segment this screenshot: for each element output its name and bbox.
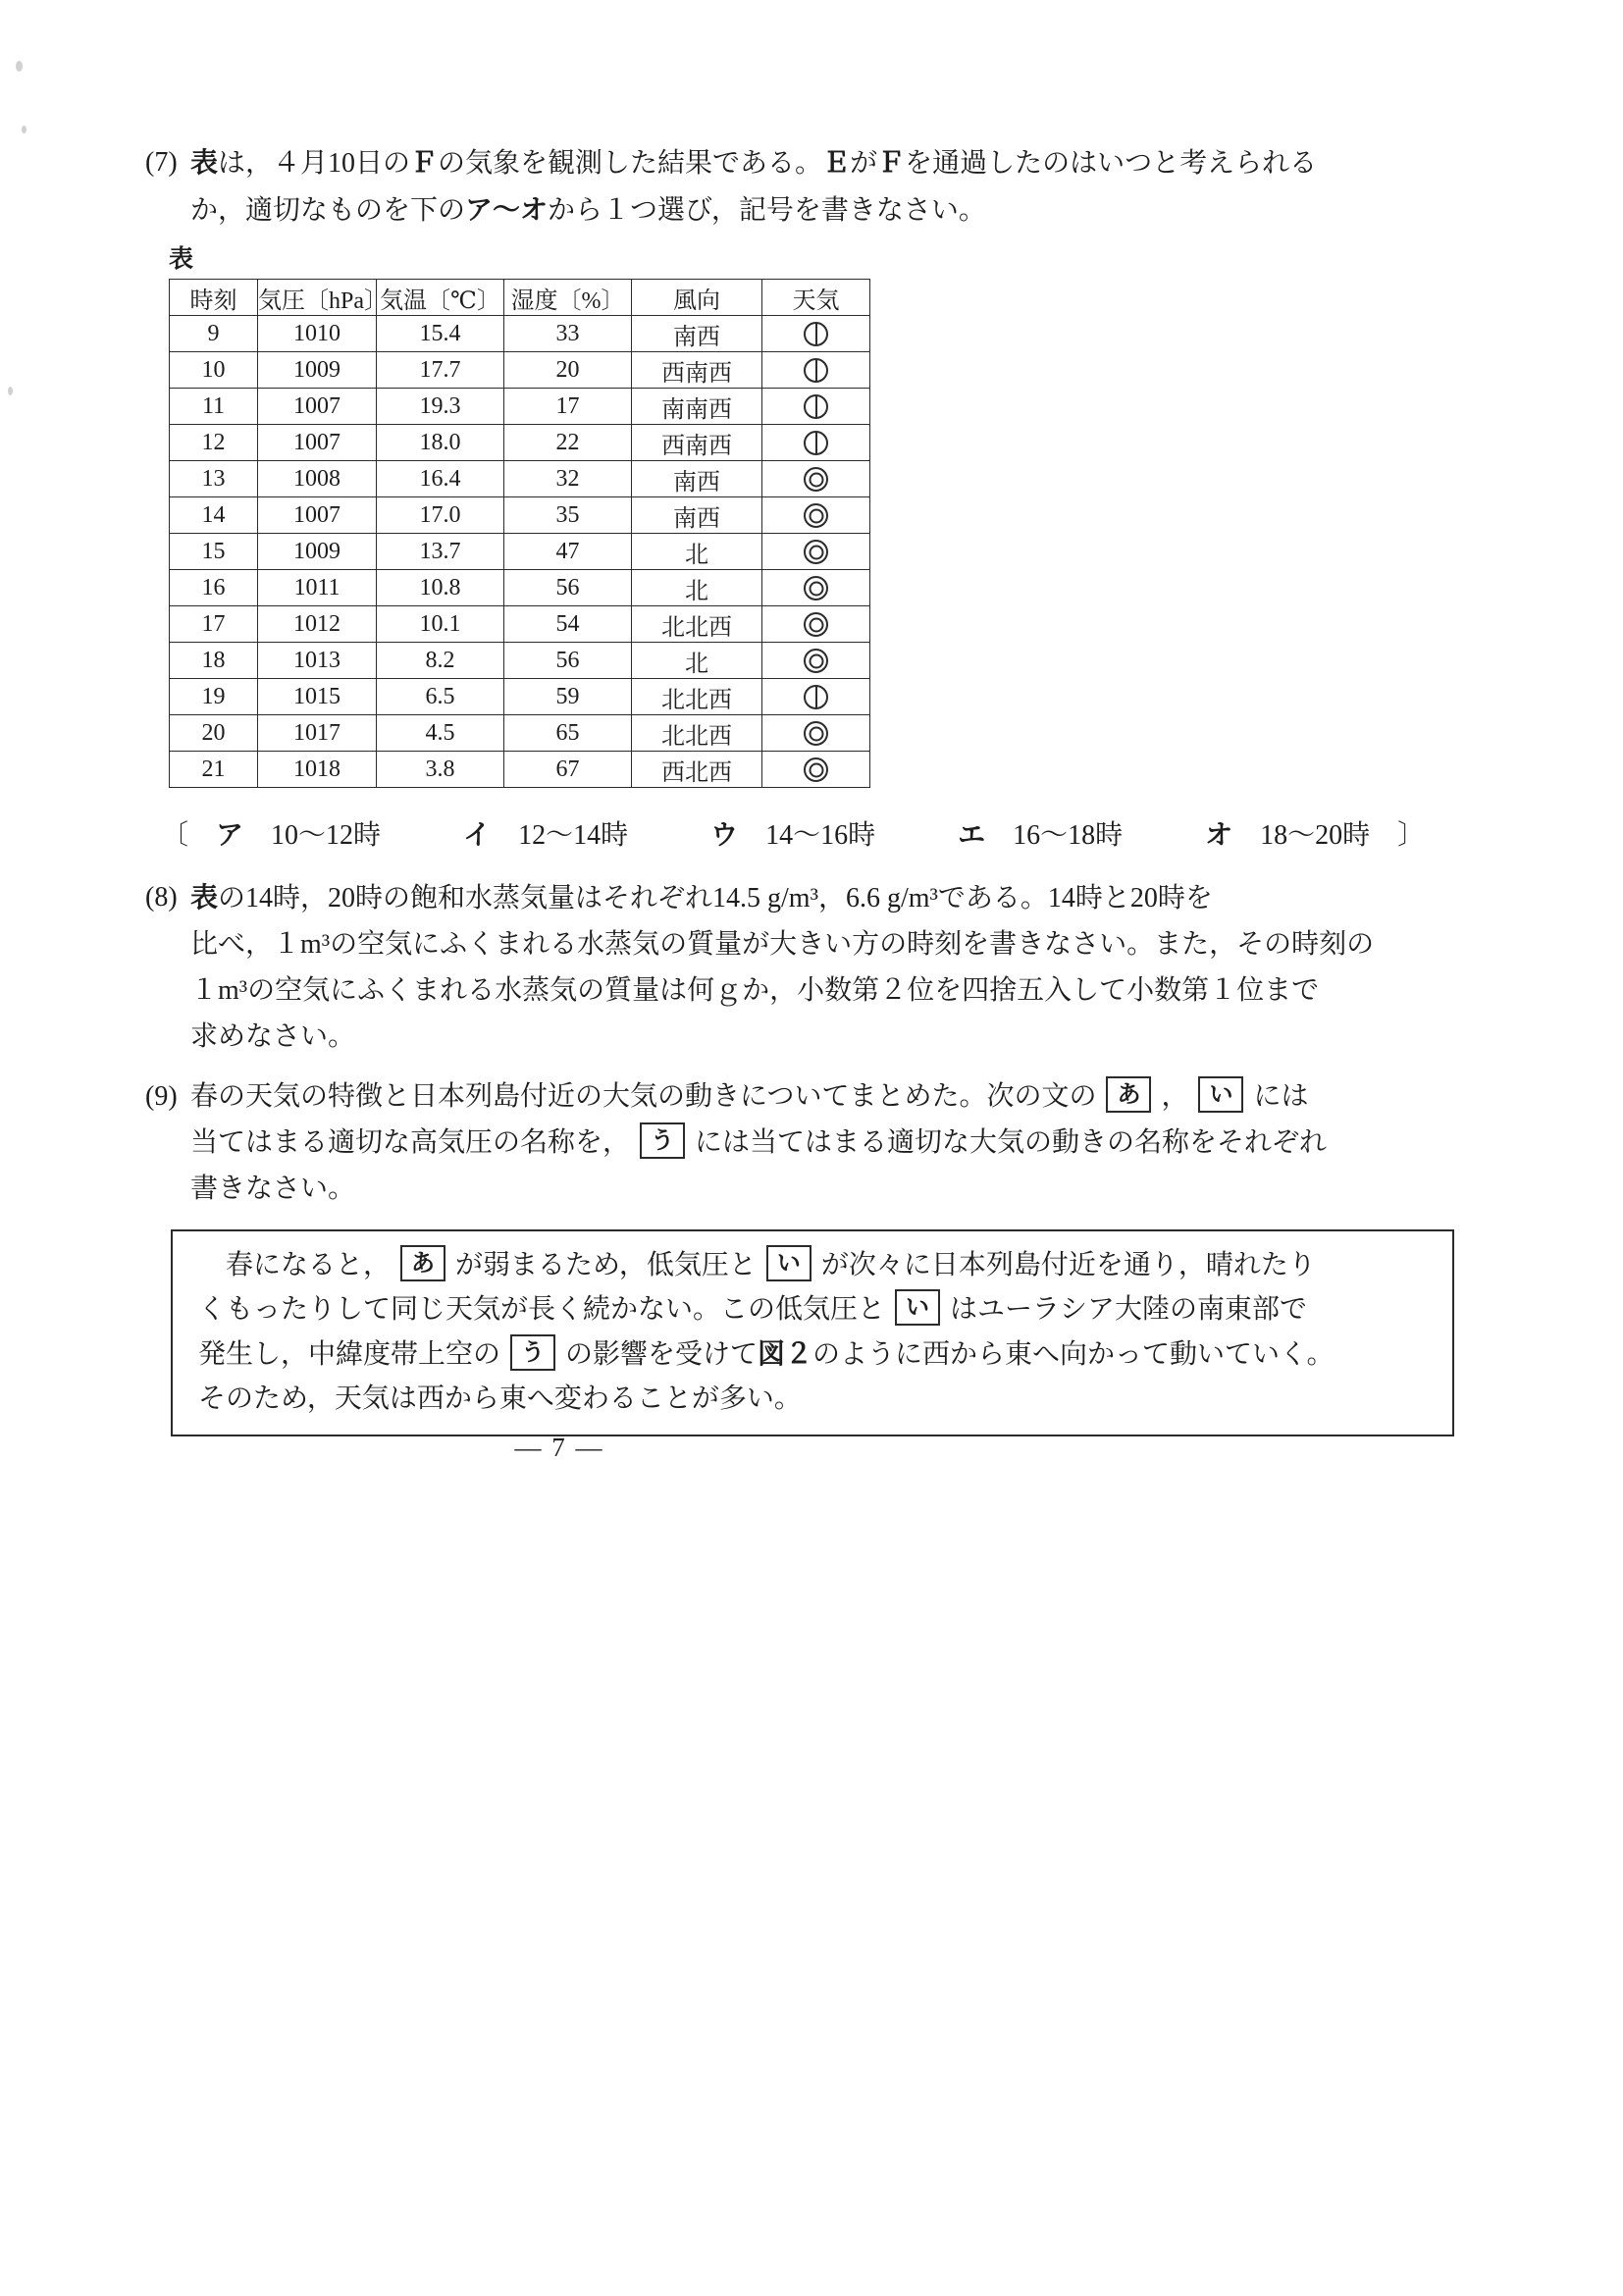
text-segment: オ (1205, 819, 1233, 850)
pressure-cell: 1008 (258, 461, 377, 497)
question-text-line (190, 1073, 1480, 1120)
weather-cell (762, 679, 870, 715)
time-cell: 15 (170, 534, 258, 570)
humidity-cell: 35 (504, 497, 632, 534)
pressure-cell: 1018 (258, 752, 377, 788)
text-segment: ， (1161, 1081, 1189, 1112)
text-segment: 当てはまる適切な高気圧の名称を， (190, 1127, 631, 1158)
boxed-blank: う (510, 1334, 555, 1371)
question-text-line (190, 967, 1480, 1014)
page-number: — 7 — (514, 1433, 604, 1462)
weather-cell (762, 715, 870, 752)
summary-text-line (198, 1377, 1427, 1421)
text-segment: には (1253, 1081, 1309, 1112)
text-segment: 14～16時 (738, 820, 959, 851)
pressure-cell: 1013 (258, 643, 377, 679)
table-row (170, 352, 870, 389)
question-9-section (145, 1073, 1480, 1436)
temperature-cell: 13.7 (377, 534, 504, 570)
question-8-section (145, 874, 1480, 1060)
table-header-row (170, 280, 870, 316)
text-segment: か，適切なものを下の (190, 195, 466, 226)
cloudy-weather-icon (804, 612, 828, 637)
pressure-cell: 1007 (258, 425, 377, 461)
pressure-cell: 1012 (258, 606, 377, 643)
table-row (170, 389, 870, 425)
temperature-cell: 10.1 (377, 606, 504, 643)
column-header: 気温〔℃〕 (377, 280, 504, 316)
table-row (170, 461, 870, 497)
time-cell: 11 (170, 389, 258, 425)
text-segment: を通過したのはいつと考えられる (905, 148, 1318, 179)
temperature-cell: 6.5 (377, 679, 504, 715)
pressure-cell: 1010 (258, 316, 377, 352)
text-segment: 春の天気の特徴と日本列島付近の大気の動きについてまとめた。次の文の (190, 1081, 1097, 1112)
time-cell: 18 (170, 643, 258, 679)
text-segment: 表 (190, 147, 219, 178)
temperature-cell: 16.4 (377, 461, 504, 497)
cloudy-weather-icon (804, 467, 828, 492)
text-segment: くもったりして同じ天気が長く続かない。この低気圧と (198, 1294, 886, 1325)
table-row (170, 425, 870, 461)
text-segment: 図２ (758, 1338, 813, 1369)
table-row (170, 606, 870, 643)
question-text-line (190, 139, 1480, 186)
text-segment: の影響を受けて (565, 1339, 759, 1370)
question-text-line (190, 874, 1480, 921)
boxed-blank: い (1198, 1076, 1243, 1113)
text-segment: が次々に日本列島付近を通り，晴れたり (820, 1250, 1316, 1280)
scan-artifact (16, 61, 23, 72)
temperature-cell: 17.7 (377, 352, 504, 389)
text-segment: ウ (710, 819, 739, 850)
column-header: 天気 (762, 280, 870, 316)
weather-cell (762, 461, 870, 497)
time-cell: 10 (170, 352, 258, 389)
question-text-line (190, 1014, 1480, 1060)
summary-text-line (198, 1287, 1427, 1331)
text-segment: ア～オ (465, 194, 549, 225)
humidity-cell: 17 (504, 389, 632, 425)
text-segment: 16～18時 (985, 820, 1206, 851)
temperature-cell: 18.0 (377, 425, 504, 461)
table-row (170, 534, 870, 570)
text-segment: が弱まるため，低気圧と (455, 1250, 757, 1280)
column-header: 湿度〔%〕 (504, 280, 632, 316)
question-7-section (145, 139, 1480, 859)
humidity-cell: 56 (504, 643, 632, 679)
time-cell: 12 (170, 425, 258, 461)
sunny-weather-icon (804, 685, 828, 709)
column-header: 気圧〔hPa〕 (258, 280, 377, 316)
cloudy-weather-icon (804, 540, 828, 564)
column-header: 風向 (632, 280, 762, 316)
weather-cell (762, 497, 870, 534)
boxed-blank: あ (1106, 1076, 1151, 1113)
time-cell: 14 (170, 497, 258, 534)
pressure-cell: 1007 (258, 497, 377, 534)
boxed-blank: あ (400, 1245, 445, 1281)
sunny-weather-icon (804, 322, 828, 346)
boxed-blank: い (895, 1289, 940, 1326)
humidity-cell: 67 (504, 752, 632, 788)
question-text-line (190, 1166, 1480, 1212)
cloudy-weather-icon (804, 757, 828, 782)
wind-cell: 南西 (632, 316, 762, 352)
humidity-cell: 32 (504, 461, 632, 497)
text-segment: 表 (190, 882, 219, 913)
wind-cell: 西南西 (632, 352, 762, 389)
text-segment: は，４月10日の (218, 148, 411, 179)
wind-cell: 北 (632, 643, 762, 679)
summary-text-line (198, 1331, 1427, 1377)
humidity-cell: 20 (504, 352, 632, 389)
text-segment: 18～20時 〕 (1232, 820, 1426, 851)
table-row (170, 643, 870, 679)
text-segment: の気象を観測した結果である。 (438, 148, 823, 179)
weather-cell (762, 752, 870, 788)
cloudy-weather-icon (804, 576, 828, 600)
text-segment: はユーラシア大陸の南東部で (950, 1294, 1308, 1325)
summary-box (171, 1229, 1454, 1436)
table-row (170, 316, 870, 352)
weather-cell (762, 352, 870, 389)
column-header: 時刻 (170, 280, 258, 316)
humidity-cell: 65 (504, 715, 632, 752)
text-segment: には当てはまる適切な大気の動きの名称をそれぞれ (695, 1127, 1328, 1158)
wind-cell: 北北西 (632, 679, 762, 715)
temperature-cell: 8.2 (377, 643, 504, 679)
pressure-cell: 1009 (258, 352, 377, 389)
pressure-cell: 1007 (258, 389, 377, 425)
text-segment: 10～12時 (243, 820, 464, 851)
weather-cell (762, 643, 870, 679)
time-cell: 13 (170, 461, 258, 497)
cloudy-weather-icon (804, 649, 828, 673)
humidity-cell: 33 (504, 316, 632, 352)
weather-cell (762, 534, 870, 570)
humidity-cell: 56 (504, 570, 632, 606)
humidity-cell: 59 (504, 679, 632, 715)
weather-cell (762, 425, 870, 461)
question-number: (7) (145, 147, 178, 178)
temperature-cell: 10.8 (377, 570, 504, 606)
wind-cell: 西北西 (632, 752, 762, 788)
pressure-cell: 1015 (258, 679, 377, 715)
temperature-cell: 19.3 (377, 389, 504, 425)
time-cell: 17 (170, 606, 258, 643)
text-segment: 12～14時 (491, 820, 711, 851)
scan-artifact (8, 387, 13, 395)
question-text-line (190, 186, 1480, 234)
table-label: 表 (169, 245, 194, 273)
text-segment: が (850, 148, 878, 179)
answer-options-row (161, 811, 1480, 859)
question-text-line (190, 1120, 1480, 1166)
text-segment: の14時，20時の飽和水蒸気量はそれぞれ14.5 g/m³，6.6 g/m³である。14時と20時を (218, 883, 1213, 913)
text-segment: 比べ，１m³の空気にふくまれる水蒸気の質量が大きい方の時刻を書きなさい。また，その時刻の (190, 929, 1375, 960)
text-segment: から１つ選び，記号を書きなさい。 (548, 195, 986, 226)
text-segment: 書きなさい。 (190, 1174, 356, 1204)
time-cell: 20 (170, 715, 258, 752)
temperature-cell: 4.5 (377, 715, 504, 752)
weather-cell (762, 606, 870, 643)
summary-text-line (198, 1243, 1427, 1287)
wind-cell: 西南西 (632, 425, 762, 461)
text-segment: そのため，天気は西から東へ変わることが多い。 (198, 1383, 802, 1414)
text-segment: 春になると， (198, 1250, 392, 1280)
temperature-cell: 3.8 (377, 752, 504, 788)
text-segment: イ (463, 819, 492, 850)
text-segment: 求めなさい。 (190, 1021, 356, 1052)
scan-artifact (22, 126, 26, 133)
cloudy-weather-icon (804, 503, 828, 528)
sunny-weather-icon (804, 394, 828, 419)
question-number: (8) (145, 882, 178, 913)
boxed-blank: う (640, 1122, 685, 1159)
sunny-weather-icon (804, 431, 828, 455)
wind-cell: 北北西 (632, 606, 762, 643)
pressure-cell: 1017 (258, 715, 377, 752)
weather-cell (762, 316, 870, 352)
text-segment: Ｅ (822, 147, 851, 178)
wind-cell: 南西 (632, 497, 762, 534)
text-segment: エ (958, 819, 986, 850)
temperature-cell: 17.0 (377, 497, 504, 534)
text-segment: Ｆ (877, 147, 906, 178)
text-segment: ア (216, 819, 244, 850)
boxed-blank: い (766, 1245, 812, 1281)
temperature-cell: 15.4 (377, 316, 504, 352)
wind-cell: 南西 (632, 461, 762, 497)
sunny-weather-icon (804, 358, 828, 383)
table-row (170, 497, 870, 534)
time-cell: 21 (170, 752, 258, 788)
text-segment: 〔 (161, 820, 217, 851)
wind-cell: 南南西 (632, 389, 762, 425)
weather-observation-table (169, 279, 870, 788)
question-text-line (190, 921, 1480, 967)
time-cell: 9 (170, 316, 258, 352)
time-cell: 16 (170, 570, 258, 606)
text-segment: １m³の空気にふくまれる水蒸気の質量は何ｇか，小数第２位を四捨五入して小数第１位まで (190, 975, 1320, 1006)
cloudy-weather-icon (804, 721, 828, 746)
text-segment: 発生し，中緯度帯上空の (198, 1339, 501, 1370)
question-number: (9) (145, 1081, 178, 1112)
weather-cell (762, 570, 870, 606)
pressure-cell: 1011 (258, 570, 377, 606)
time-cell: 19 (170, 679, 258, 715)
wind-cell: 北 (632, 534, 762, 570)
humidity-cell: 22 (504, 425, 632, 461)
weather-cell (762, 389, 870, 425)
pressure-cell: 1009 (258, 534, 377, 570)
text-segment: Ｆ (410, 147, 439, 178)
wind-cell: 北 (632, 570, 762, 606)
table-row (170, 752, 870, 788)
table-row (170, 570, 870, 606)
text-segment: のように西から東へ向かって動いていく。 (812, 1339, 1335, 1370)
humidity-cell: 47 (504, 534, 632, 570)
table-row (170, 715, 870, 752)
humidity-cell: 54 (504, 606, 632, 643)
table-row (170, 679, 870, 715)
wind-cell: 北北西 (632, 715, 762, 752)
